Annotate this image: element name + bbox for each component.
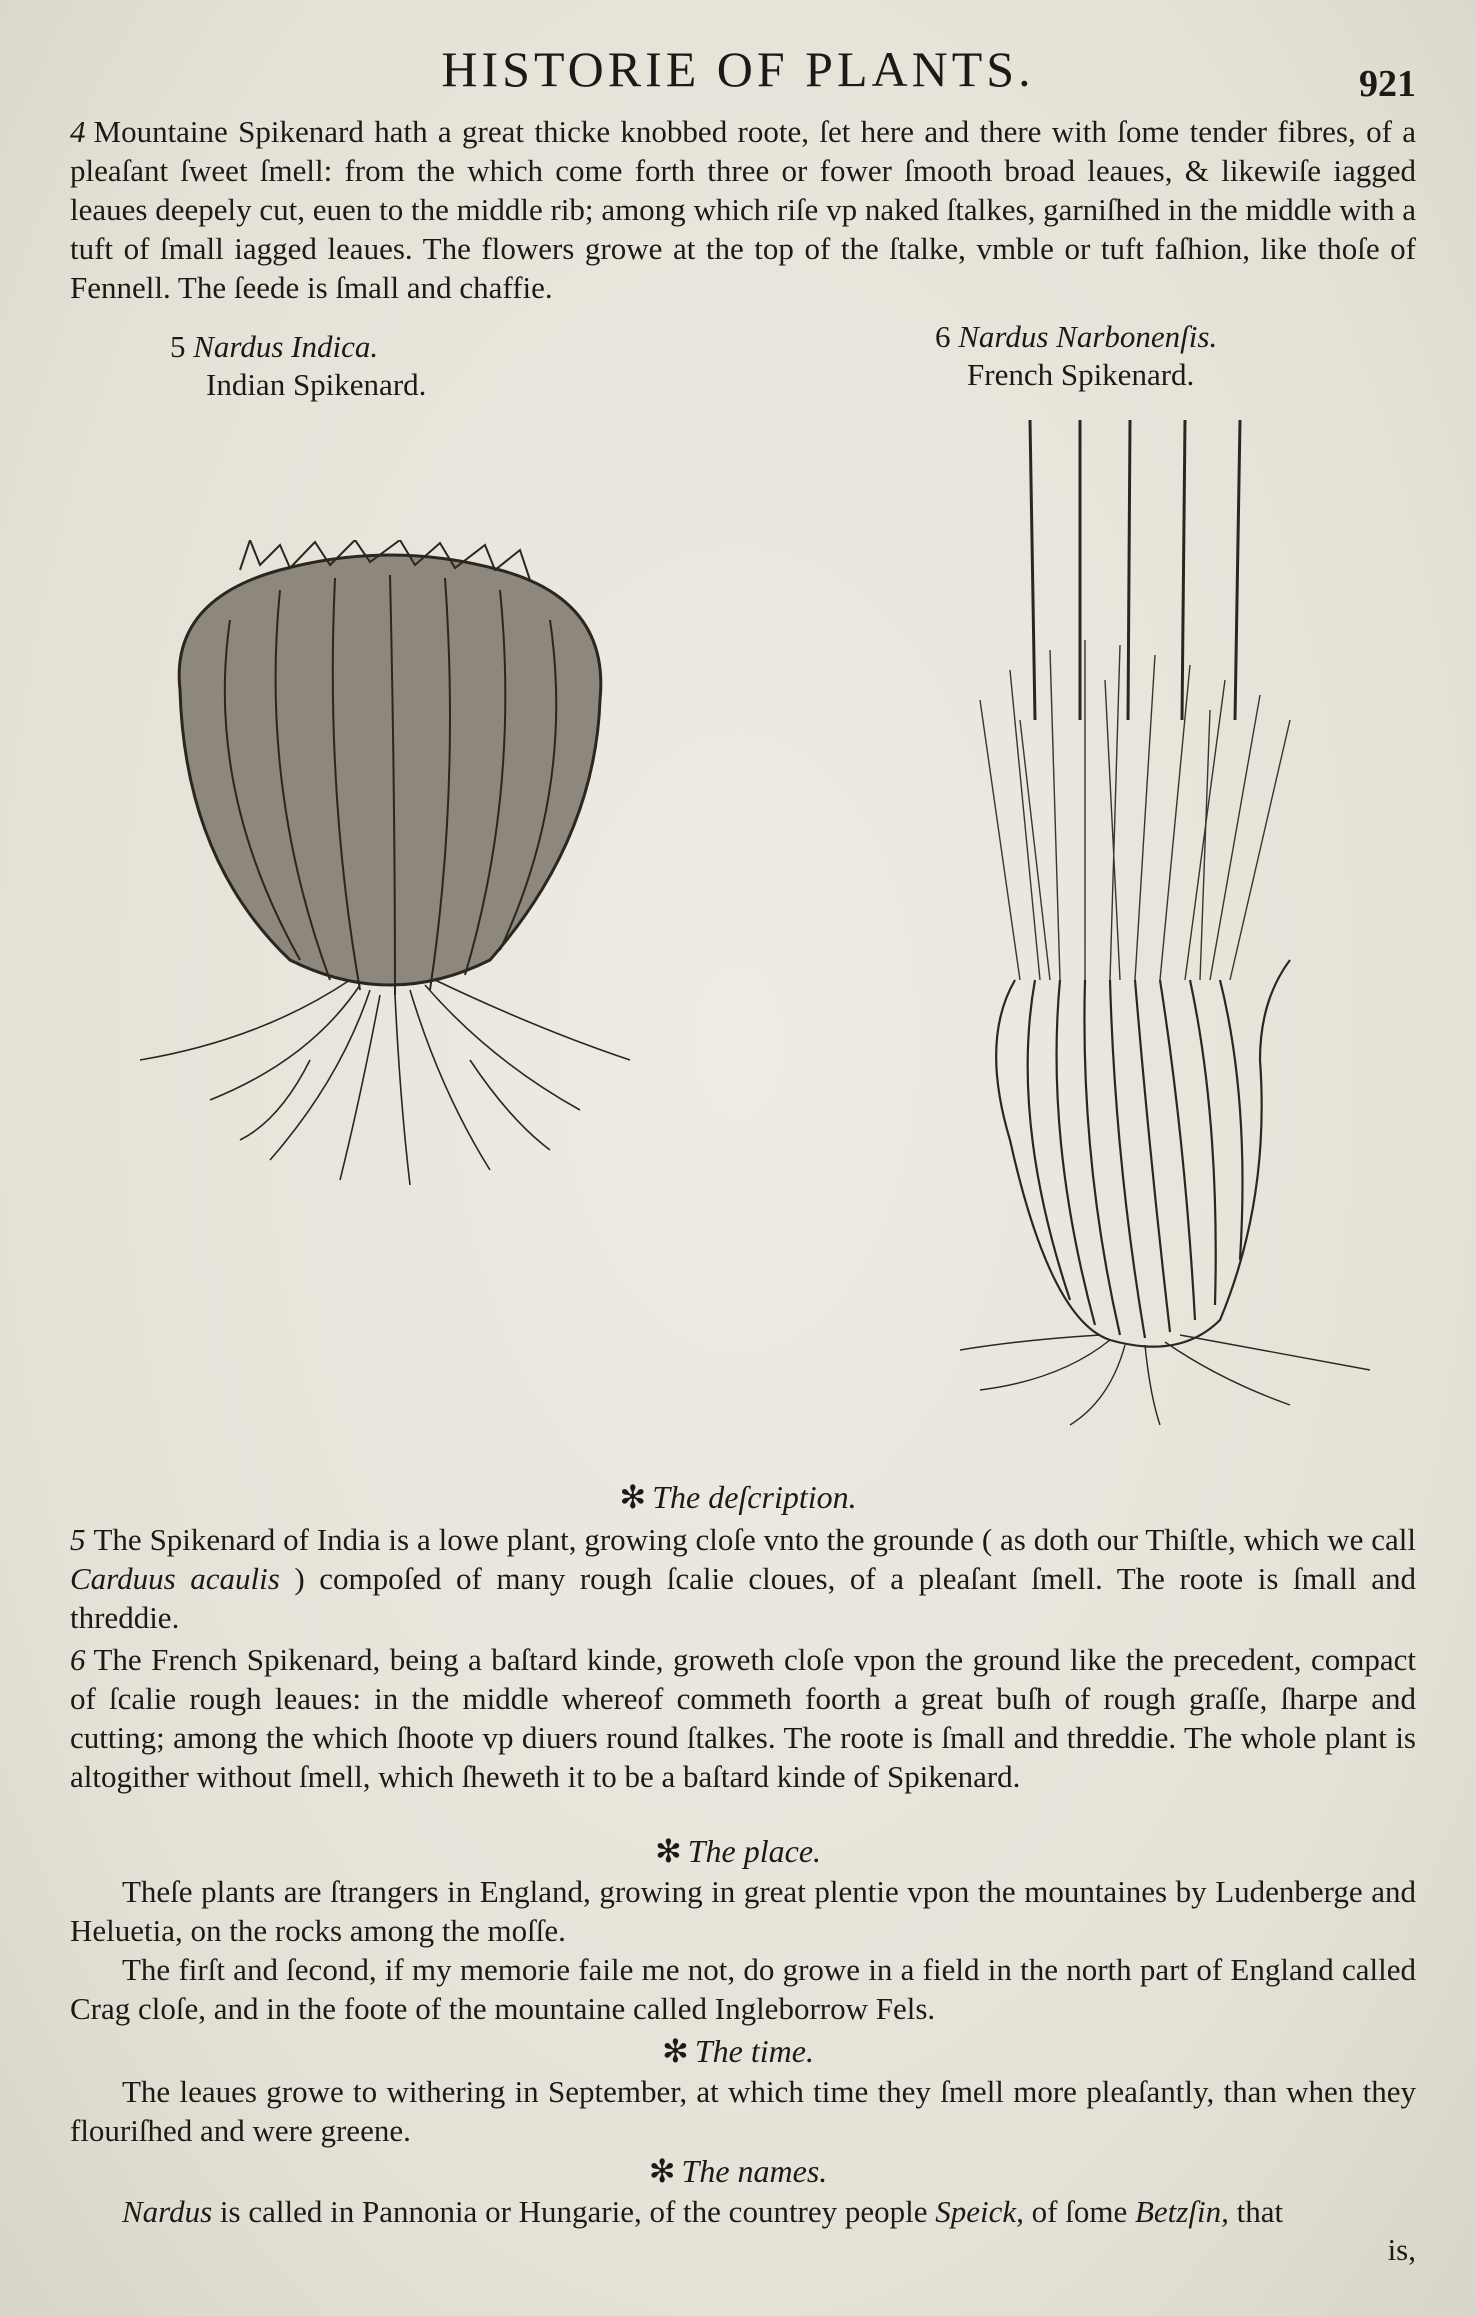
french-spikenard-illustration <box>960 420 1380 1430</box>
figure-latin-name: Nardus Indica. <box>193 329 379 364</box>
heading-text: The deſcription. <box>652 1479 857 1515</box>
section-heading-time <box>0 2032 1476 2070</box>
heading-text: The names. <box>681 2153 828 2189</box>
asterism-icon: ✻ <box>654 1833 682 1869</box>
page-number: 921 <box>1359 63 1416 105</box>
latin-term: Carduus acaulis <box>70 1561 280 1596</box>
paragraph-4 <box>70 112 1416 307</box>
figure-english-name: Indian Spikenard. <box>206 367 427 402</box>
figure-english-name: French Spikenard. <box>967 357 1195 392</box>
figure-latin-name: Nardus Narbonenſis. <box>958 319 1218 354</box>
names-paragraph <box>70 2192 1416 2231</box>
paragraph-text: The Spikenard of India is a lowe plant, growing cloſe vnto the grounde ( as doth our Thiſtle, which we call <box>93 1522 1416 1557</box>
latin-term: Nardus <box>122 2194 213 2229</box>
paragraph-text-cont: ) compoſed of many rough ſcalie cloues, of a pleaſant ſmell. The roote is ſmall and threddie. <box>70 1561 1416 1635</box>
running-head: HISTORIE OF PLANTS. <box>441 41 1035 97</box>
heading-text: The place. <box>687 1833 822 1869</box>
paragraph-number: 5 <box>70 1522 86 1557</box>
paragraph-text: of ſome <box>1031 2194 1128 2229</box>
indian-spikenard-illustration <box>110 540 670 1200</box>
place-paragraph-1: Theſe plants are ſtrangers in England, growing in great plentie vpon the mountaines by Ludenberge and Heluetia, on the rocks among the moſſe. <box>70 1874 1416 1948</box>
asterism-icon: ✻ <box>662 2033 689 2069</box>
asterism-icon: ✻ <box>648 2153 676 2189</box>
figure-6-caption <box>935 318 1217 394</box>
heading-text: The time. <box>694 2033 814 2069</box>
section-heading-place <box>0 1832 1476 1870</box>
time-paragraph: The leaues growe to withering in September, at which time they ſmell more pleaſantly, than when they flouriſhed and were greene. <box>70 2074 1416 2148</box>
latin-term: Betzſin, <box>1134 2194 1229 2229</box>
paragraph-number: 4 <box>70 114 86 149</box>
section-heading-names <box>0 2152 1476 2190</box>
figure-5-caption <box>170 328 426 404</box>
asterism-icon: ✻ <box>619 1479 647 1515</box>
figure-number: 6 <box>935 319 951 354</box>
figure-number: 5 <box>170 329 186 364</box>
section-heading-description <box>0 1478 1476 1516</box>
paragraph-text: Mountaine Spikenard hath a great thicke knobbed roote, ſet here and there with ſome tender fibres, of a pleaſant ſweet ſmell: from the which come forth three or fower ſmooth broad leaues, & likewiſe iagged leaues deepely cut, euen to the middle rib; among which riſe vp naked ſtalkes, garniſhed in the middle with a tuft of ſmall iagged leaues. The flowers growe at the top of the ſtalke, vmble or tuft faſhion, like thoſe of Fennell. The ſeede is ſmall and chaffie. <box>70 114 1416 305</box>
place-paragraph-2: The firſt and ſecond, if my memorie faile me not, do growe in a field in the north part of England called Crag cloſe, and in the foote of the mountaine called Ingleborrow Fels. <box>70 1952 1416 2026</box>
latin-term: Speick, <box>935 2194 1024 2229</box>
paragraph-text: that <box>1236 2194 1284 2229</box>
paragraph-text: The French Spikenard, being a baſtard kinde, groweth cloſe vpon the ground like the precedent, compact of ſcalie rough leaues: in the middle whereof commeth foorth a great buſh of rough graſſe, ſharpe and cutting; among the which ſhoote vp diuers round ſtalkes. The roote is ſmall and threddie. The whole plant is altogither without ſmell, which ſheweth it to be a baſtard kinde of Spikenard. <box>70 1642 1416 1794</box>
paragraph-text: is called in Pannonia or Hungarie, of the countrey people <box>219 2194 928 2229</box>
paragraph-6 <box>70 1640 1416 1796</box>
paragraph-number: 6 <box>70 1642 86 1677</box>
catchword: is, <box>1387 2232 1416 2267</box>
paragraph-5 <box>70 1520 1416 1637</box>
